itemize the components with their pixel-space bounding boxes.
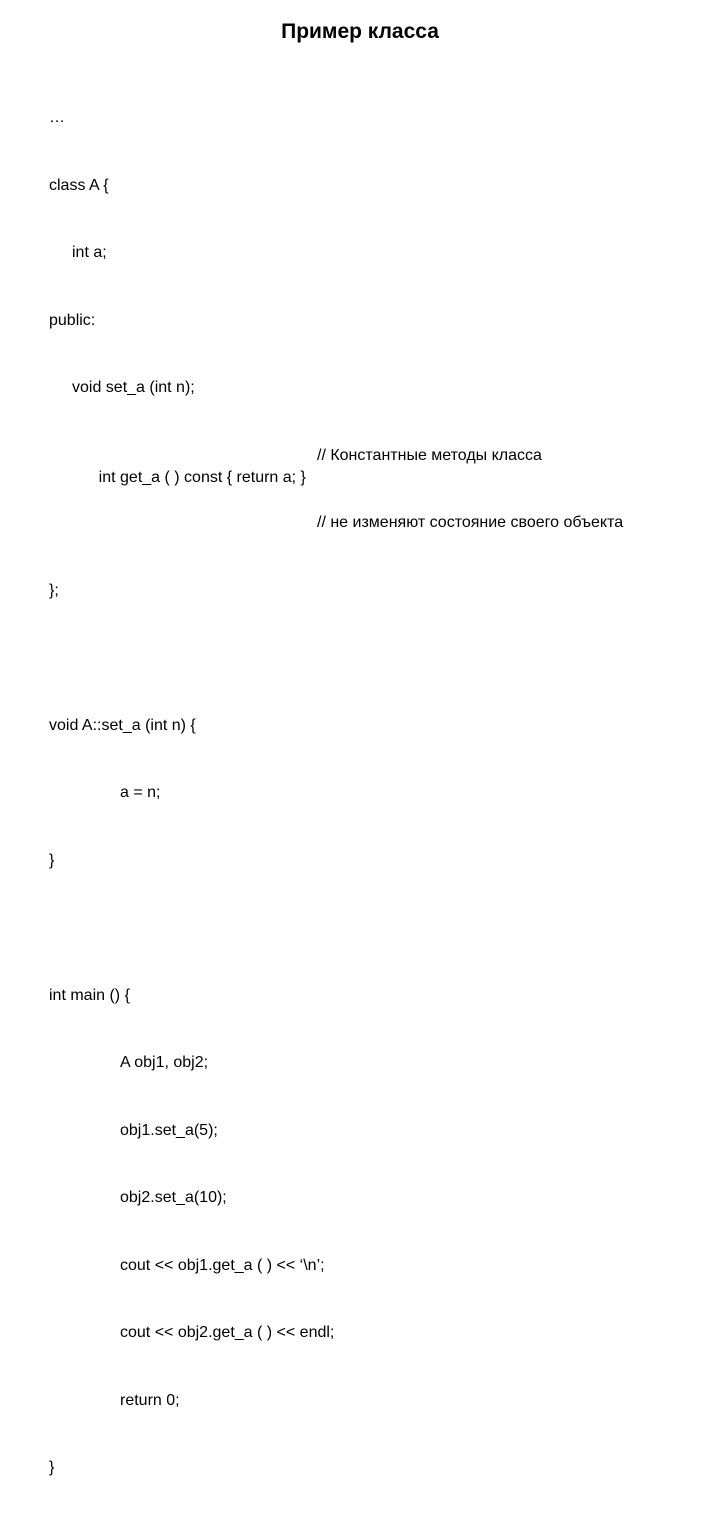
blank-line bbox=[49, 917, 334, 940]
code-line: } bbox=[49, 851, 55, 869]
code-comment: // Константные методы класса bbox=[317, 446, 542, 464]
code-line: int a; bbox=[72, 244, 107, 261]
code-line: cout << obj2.get_a ( ) << endl; bbox=[120, 1324, 335, 1341]
code-line: void set_a (int n); bbox=[72, 379, 195, 396]
slide-title: Пример класса bbox=[281, 20, 439, 43]
code-block bbox=[49, 62, 624, 1525]
code-line: A obj1, obj2; bbox=[120, 1054, 209, 1071]
code-text: int get_a ( ) const { return a; } bbox=[98, 469, 306, 486]
code-line: … bbox=[49, 109, 65, 126]
code-comment: // не изменяют состояние своего объекта bbox=[317, 514, 624, 531]
code-line: void A::set_a (int n) { bbox=[49, 716, 196, 734]
code-line: } bbox=[49, 1459, 55, 1476]
code-line-with-comment bbox=[49, 445, 542, 486]
code-line: obj2.set_a(10); bbox=[120, 1189, 227, 1206]
code-line: return 0; bbox=[120, 1391, 180, 1409]
comment-line bbox=[49, 512, 624, 535]
code-line: int main () { bbox=[49, 986, 130, 1004]
code-line: class A { bbox=[49, 176, 109, 194]
code-line: }; bbox=[49, 581, 59, 599]
code-line: obj1.set_a(5); bbox=[120, 1121, 218, 1139]
code-line: a = n; bbox=[120, 784, 161, 801]
code-line: cout << obj1.get_a ( ) << ‘\n’; bbox=[120, 1256, 325, 1274]
code-line: public: bbox=[49, 311, 96, 329]
blank-line bbox=[49, 647, 334, 670]
